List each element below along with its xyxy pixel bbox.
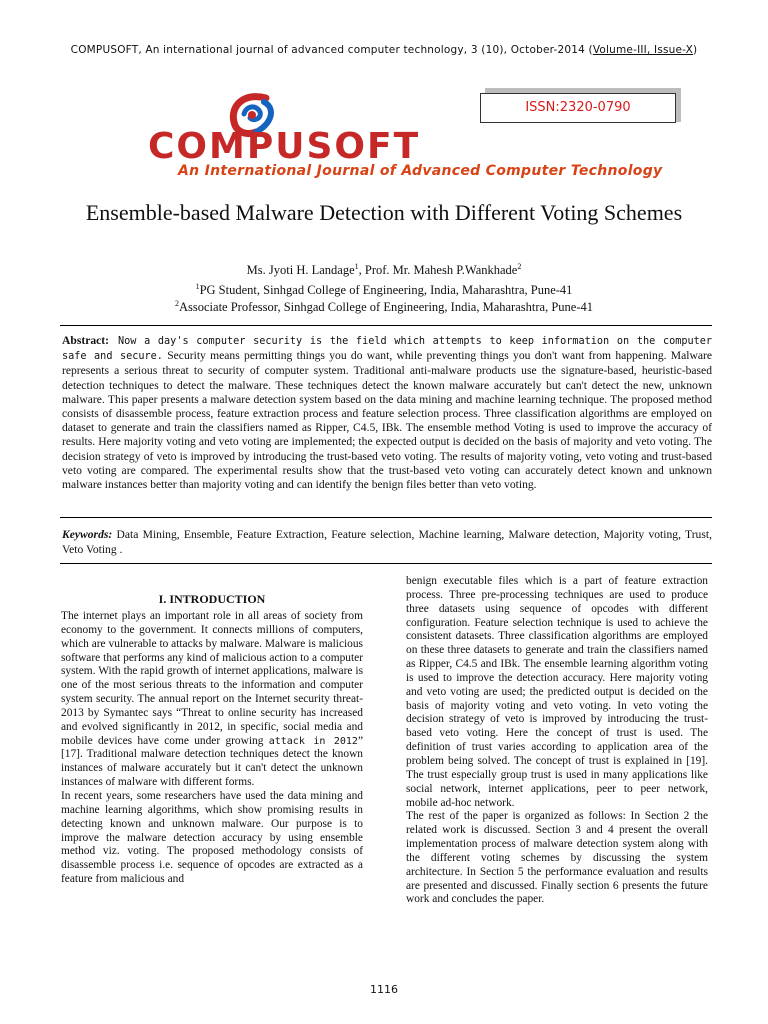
affiliation-2-sup: 2 <box>175 299 179 308</box>
affiliation-2 <box>0 299 768 315</box>
abstract-label: Abstract: <box>62 334 110 347</box>
intro-paragraph-1 <box>61 610 363 790</box>
intro-paragraph-3: benign executable files which is a part of feature extraction process. Three pre-processing techniques are used to produce three datasets using sequence of opcodes with different configuration. Feature selection technique is used to achieve the consistent datasets. Three classification algorithms are employed on these three datasets to generate and train the classifiers named as Ripper, C4.5 and IBk. The ensemble learning algorithm voting is used to improve the detection accuracy. Here majority voting and veto voting are used; the predicted output is decided on the basis of majority voting and veto voting. In veto voting the decision strategy of veto is improved by introducing the trust-based veto voting. Here the concept of trust is used. The definition of trust varies according to application area of the problem being solved. The concept of trust is explained in [19]. The trust especially group trust is used in many applications like social network, internet applications, peer to peer network, mobile ad-hoc network. <box>406 575 708 809</box>
abstract-lead: Now a day's computer security is the field which attempts to keep information on the computer safe and secure. <box>62 336 713 363</box>
left-column <box>61 610 363 887</box>
author-2: , Prof. Mr. Mahesh P.Wankhade <box>358 263 518 278</box>
affiliation-1-text: PG Student, Sinhgad College of Engineering, India, Maharashtra, Pune-41 <box>199 283 573 298</box>
right-column <box>406 575 708 907</box>
intro-paragraph-4: The rest of the paper is organized as follows: In Section 2 the related work is discussed. Section 3 and 4 present the overall implementation process of malware detection system along with the different voting schemes by discussing the system architecture. In Section 5 the performance evaluation and results are presented and discussed. Finally section 6 presents the future work and concludes the paper. <box>406 810 708 906</box>
intro-paragraph-2: In recent years, some researchers have used the data mining and machine learning algorithms, which show promising results in detecting known and unknown malware. Our purpose is to improve the malware detection accuracy by using ensemble method viz. voting. The proposed methodology consists of disassemble process i.e. sequence of opcodes are extracted as a feature from malicious and <box>61 789 363 886</box>
page-number: 1116 <box>370 983 398 996</box>
intro-p1-text-end: ” [17]. Traditional malware detection techniques detect the known instances of malware accurately but it can't detect the unknown instances of malware with different forms. <box>61 734 363 789</box>
author-1-sup: 1 <box>354 262 359 271</box>
author-line <box>0 262 768 278</box>
journal-citation-end: ) <box>693 44 698 56</box>
keywords-bottom-rule <box>60 563 712 564</box>
issn-box: ISSN:2320-0790 <box>480 93 676 123</box>
keywords <box>62 527 712 557</box>
affiliation-1 <box>0 282 768 298</box>
paper-title: Ensemble-based Malware Detection with Different Voting Schemes <box>85 200 683 225</box>
author-1: Ms. Jyoti H. Landage <box>246 263 355 278</box>
intro-p1-text: The internet plays an important role in all areas of society from economy to the government. It connects millions of computers, which are vulnerable to attacks by malware. Malware is malicious software that performs any kind of malicious action to a computer system. With the rapid growth of internet applications, malware is one of the most serious threats to the information and computer system security. The annual report on the Internet security threat-2013 by Symantec says “Threat to online security has increased and evolved significantly in 2012, in specific, social media and mobile devices have come under growing <box>61 610 363 747</box>
keywords-text: Data Mining, Ensemble, Feature Extraction, Feature selection, Machine learning, Malware detection, Majority voting, Trust, Veto Voting . <box>62 528 712 556</box>
abstract-body: Security means permitting things you do want, while preventing things you don't want from happening. Malware represents a serious threat to security of computer system. Traditional anti-malware products use the signature-based, heuristic-based detection techniques to detect the malware. These techniques detect the known malware accurately but can't detect the new, unknown malware. This paper presents a malware detection system based on the data mining and machine learning technique. The proposed method consists of disassemble process, feature extraction process and feature selection process. Three classification algorithms are employed on dataset to generate and train the classifiers named as Ripper, C4.5, IBk. The ensemble method Voting is used to improve the accuracy of results. Here majority voting and veto voting are implemented; the expected output is decided on the basis of majority and veto voting. The decision strategy of veto is improved by introducing the trust-based veto voting. The results of majority voting, veto voting and trust-based veto voting are compared. The experimental results show that the trust-based veto voting can accurately detect known and unknown malware instances better than majority voting and can identify the benign files better than veto voting. <box>62 349 712 492</box>
affiliation-2-text: Associate Professor, Sinhgad College of Engineering, India, Maharashtra, Pune-41 <box>179 300 593 315</box>
journal-volume: Volume-III, Issue-X <box>592 44 694 56</box>
abstract <box>62 334 712 492</box>
section-heading-introduction: I. INTRODUCTION <box>158 592 266 606</box>
keywords-label: Keywords: <box>62 528 113 541</box>
journal-citation: COMPUSOFT, An international journal of advanced computer technology, 3 (10), October-2014 ( <box>70 44 593 56</box>
journal-header <box>0 44 768 56</box>
logo-tagline: An International Journal of Advanced Computer Technology <box>178 163 663 179</box>
logo-wordmark: COMPUSOFT <box>148 126 421 167</box>
author-2-sup: 2 <box>517 262 522 271</box>
abstract-top-rule <box>60 325 712 326</box>
abstract-bottom-rule <box>60 517 712 518</box>
intro-p1-mono: attack in 2012 <box>268 735 358 747</box>
affiliation-1-sup: 1 <box>195 282 200 291</box>
